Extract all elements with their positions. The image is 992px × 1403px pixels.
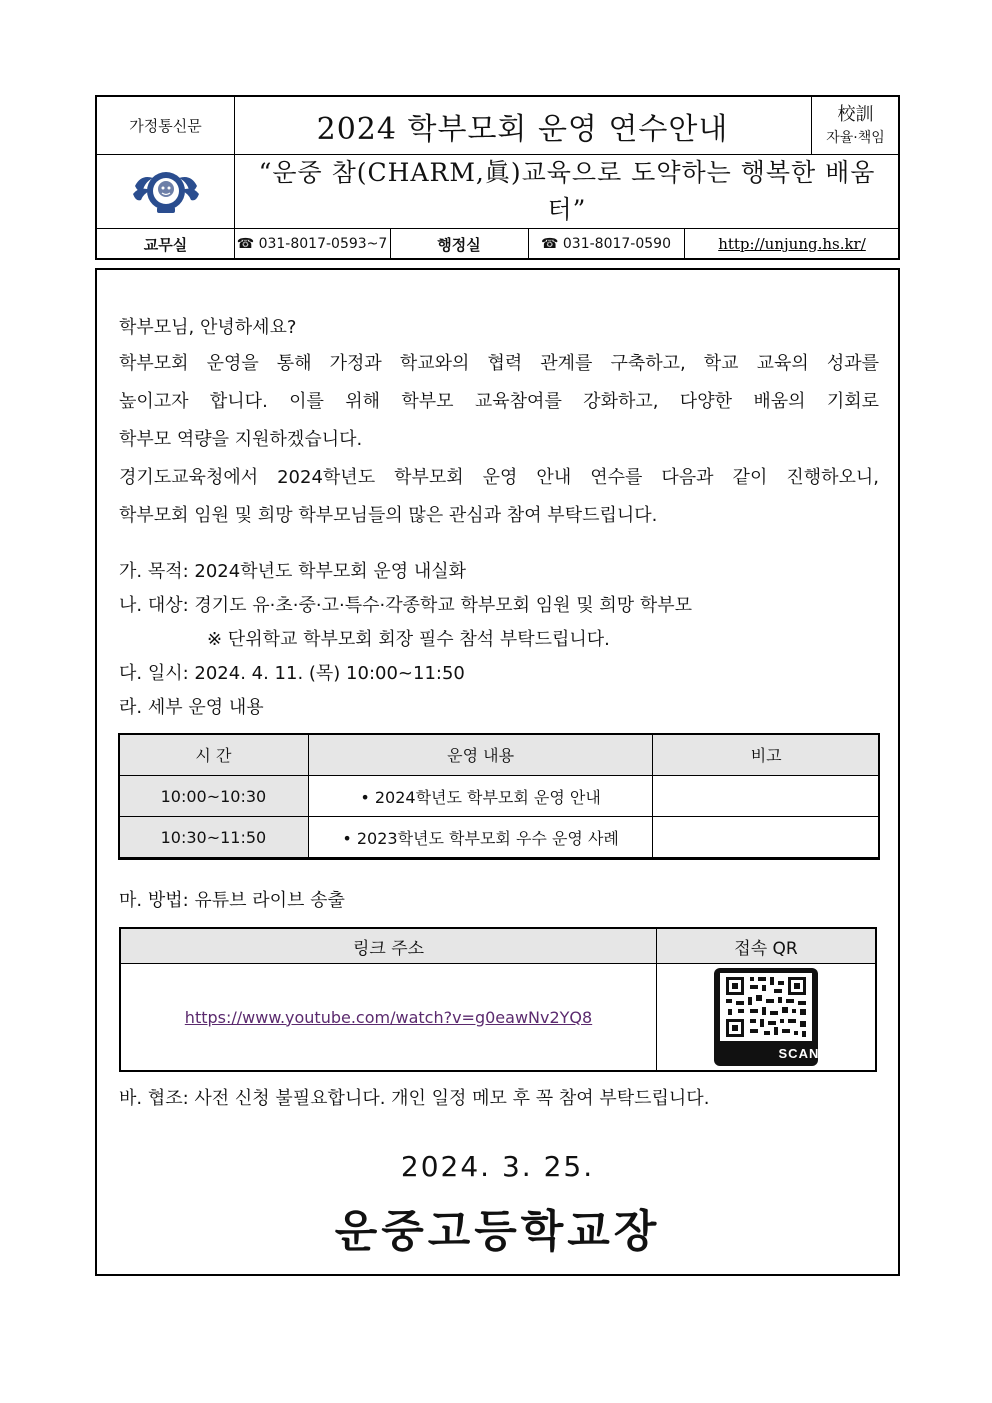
item-cooperation: 바. 협조: 사전 신청 불필요합니다. 개인 일정 메모 후 꼭 참여 부탁드립니다. — [119, 1088, 710, 1109]
schedule-time: 10:00~10:30 — [119, 776, 309, 817]
qr-caption: SCAN ME — [778, 1046, 846, 1061]
signer: 운중고등학교장 — [334, 1206, 661, 1257]
doc-type: 가정통신문 — [129, 117, 202, 135]
greeting: 학부모님, 안녕하세요? — [119, 317, 297, 338]
intro-paragraph-1 — [119, 345, 879, 459]
schedule-header-content: 운영 내용 — [308, 734, 652, 776]
paragraph-line: 경기도교육청에서 2024학년도 학부모회 운영 안내 연수를 다음과 같이 진행하오니, — [119, 467, 879, 488]
schedule-time: 10:30~11:50 — [119, 817, 309, 858]
table-row — [119, 817, 880, 858]
item-datetime: 다. 일시: 2024. 4. 11. (목) 10:00~11:50 — [119, 663, 465, 684]
table-row — [119, 776, 880, 817]
item-target-note: ※ 단위학교 학부모회 회장 필수 참석 부탁드립니다. — [207, 629, 610, 650]
intro-paragraph-2 — [119, 459, 879, 535]
link-header: 링크 주소 — [121, 929, 657, 964]
school-emblem-icon — [131, 164, 201, 218]
letterhead — [95, 95, 900, 260]
office-label: 교무실 — [143, 235, 188, 254]
school-motto — [811, 97, 900, 154]
item-purpose: 가. 목적: 2024학년도 학부모회 운영 내실화 — [119, 561, 467, 582]
page-title: 2024 학부모회 운영 연수안내 — [316, 111, 729, 147]
paragraph-line: 학부모회 임원 및 희망 학부모님들의 많은 관심과 참여 부탁드립니다. — [119, 505, 658, 526]
item-method: 마. 방법: 유튜브 라이브 송출 — [119, 890, 345, 911]
issue-date: 2024. 3. 25. — [400, 1150, 595, 1183]
schedule-table — [118, 733, 880, 858]
office-phone: ☎ 031-8017-0593~7 — [236, 236, 388, 252]
motto-label: 校訓 — [837, 103, 874, 125]
school-logo — [97, 154, 234, 228]
schedule-note — [653, 817, 880, 858]
paragraph-line: 높이고자 합니다. 이를 위해 학부모 교육참여를 강화하고, 다양한 배움의 기회로 — [119, 391, 879, 412]
schedule-header-note: 비고 — [653, 734, 880, 776]
admin-phone: ☎ 031-8017-0590 — [541, 236, 671, 252]
paragraph-line: 학부모회 운영을 통해 가정과 학교와의 협력 관계를 구축하고, 학교 교육의 성과를 — [119, 353, 879, 374]
schedule-content: • 2023학년도 학부모회 우수 운영 사례 — [308, 817, 652, 858]
school-url-link[interactable]: http://unjung.hs.kr/ — [718, 235, 866, 253]
schedule-content: • 2024학년도 학부모회 운영 안내 — [308, 776, 652, 817]
motto-text: 자율·책임 — [826, 129, 885, 146]
school-url — [684, 228, 900, 260]
paragraph-line: 학부모 역량을 지원하겠습니다. — [119, 429, 363, 450]
admin-label: 행정실 — [437, 235, 481, 254]
item-target: 나. 대상: 경기도 유·초·중·고·특수·각종학교 학부모회 임원 및 희망 학부모 — [119, 595, 693, 616]
school-slogan: “운중 참(CHARM,眞)교육으로 도약하는 행복한 배움터” — [258, 158, 876, 224]
qr-header: 접속 QR — [657, 929, 875, 964]
schedule-header-time: 시 간 — [119, 734, 309, 776]
item-details: 라. 세부 운영 내용 — [119, 697, 264, 718]
schedule-note — [653, 776, 880, 817]
letter-body — [95, 268, 900, 1276]
youtube-link[interactable]: https://www.youtube.com/watch?v=g0eawNv2YQ8 — [121, 964, 657, 1070]
